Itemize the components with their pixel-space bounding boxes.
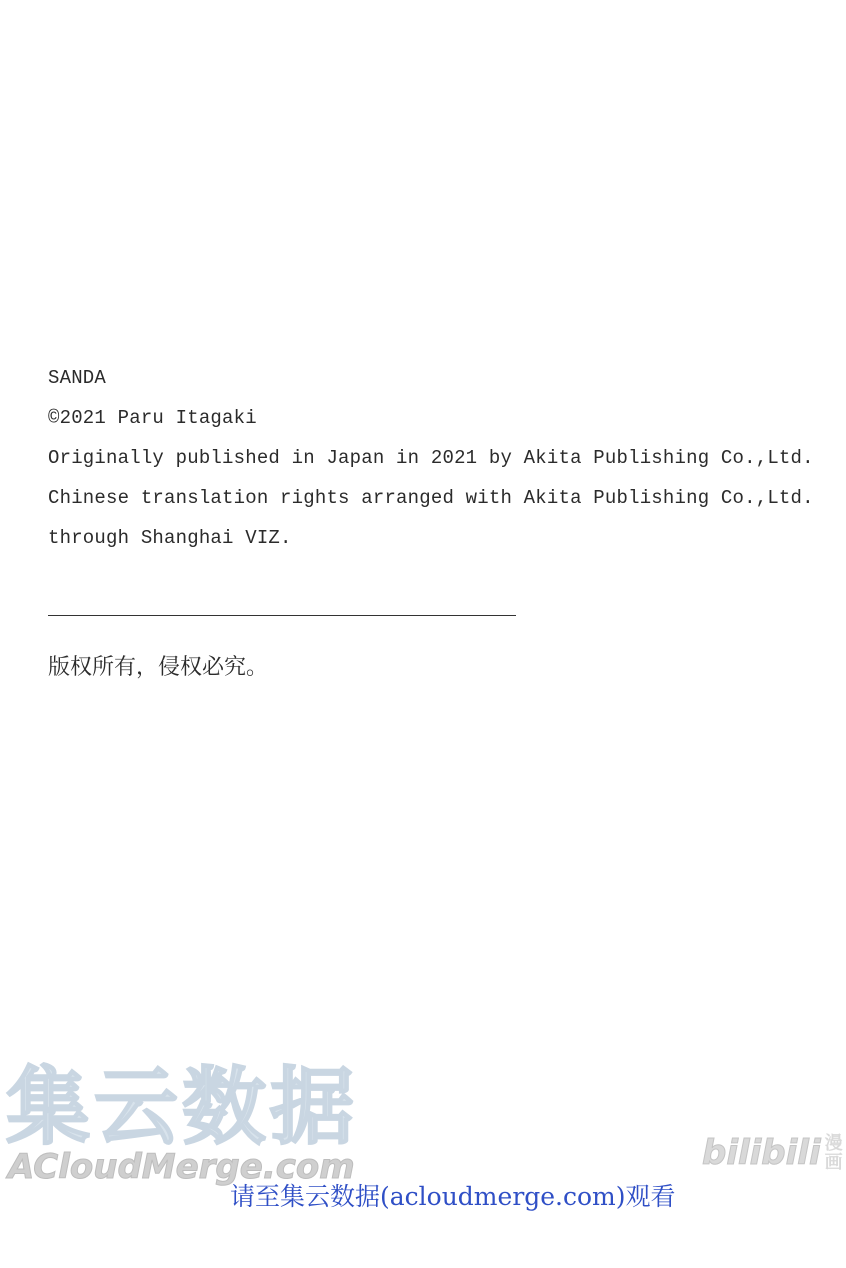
copyright-block — [48, 358, 814, 558]
publication-line: Originally published in Japan in 2021 by Akita Publishing Co.,Ltd. — [48, 447, 814, 469]
manga-logo-char-top: 漫 — [824, 1133, 843, 1154]
watermark-chinese-logo: 集云数据 — [6, 1058, 359, 1156]
bilibili-manga-logo — [702, 1130, 843, 1176]
rights-notice: 版权所有，侵权必究。 — [48, 655, 269, 680]
manga-logo-char-bottom: 画 — [824, 1152, 843, 1173]
watermark-logo — [6, 1058, 378, 1187]
agency-line: through Shanghai VIZ. — [48, 527, 292, 549]
watermark-url-text: 请至集云数据(acloudmerge.com)观看 — [230, 1182, 676, 1211]
translation-rights-line: Chinese translation rights arranged with Akita Publishing Co.,Ltd. — [48, 487, 814, 509]
manga-logo-chars — [825, 1134, 843, 1172]
divider — [48, 615, 516, 616]
bilibili-logo-text: bilibili — [702, 1133, 821, 1173]
watermark-english-logo: ACloudMerge.com — [8, 1147, 355, 1187]
title-line: SANDA — [48, 367, 107, 389]
copyright-line: ©2021 Paru Itagaki — [48, 407, 257, 429]
